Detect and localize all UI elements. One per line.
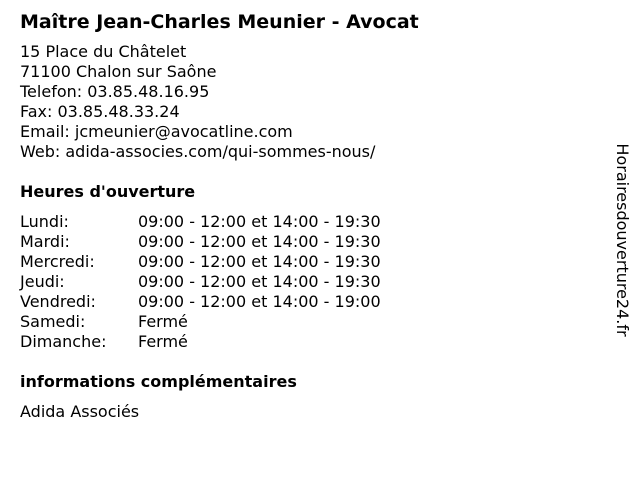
info-heading: informations complémentaires xyxy=(20,372,297,391)
day-label: Dimanche: xyxy=(20,332,107,351)
hours-table xyxy=(20,212,600,352)
day-label: Vendredi: xyxy=(20,292,96,311)
hours-row-thursday xyxy=(20,272,600,292)
email-line: Email: jcmeunier@avocatline.com xyxy=(20,122,293,141)
hours-row-friday xyxy=(20,292,600,312)
business-card xyxy=(20,10,600,422)
info-text: Adida Associés xyxy=(20,402,140,421)
time-range: 09:00 - 12:00 et 14:00 - 19:30 xyxy=(138,272,381,291)
web-line: Web: adida-associes.com/qui-sommes-nous/ xyxy=(20,142,376,161)
time-range: 09:00 - 12:00 et 14:00 - 19:30 xyxy=(138,252,381,271)
time-range: 09:00 - 12:00 et 14:00 - 19:30 xyxy=(138,232,381,251)
fax-line: Fax: 03.85.48.33.24 xyxy=(20,102,180,121)
day-label: Samedi: xyxy=(20,312,86,331)
day-label: Mardi: xyxy=(20,232,70,251)
hours-row-saturday xyxy=(20,312,600,332)
address-line-street: 15 Place du Châtelet xyxy=(20,42,187,61)
time-range: 09:00 - 12:00 et 14:00 - 19:30 xyxy=(138,212,381,231)
day-label: Mercredi: xyxy=(20,252,95,271)
hours-row-monday xyxy=(20,212,600,232)
hours-heading: Heures d'ouverture xyxy=(20,182,196,201)
brand-watermark: Horairesdouverture24.fr xyxy=(613,143,632,337)
day-label: Lundi: xyxy=(20,212,69,231)
address-line-city: 71100 Chalon sur Saône xyxy=(20,62,217,81)
phone-line: Telefon: 03.85.48.16.95 xyxy=(20,82,210,101)
time-range: 09:00 - 12:00 et 14:00 - 19:00 xyxy=(138,292,381,311)
hours-row-sunday xyxy=(20,332,600,352)
hours-row-tuesday xyxy=(20,232,600,252)
time-range: Fermé xyxy=(138,312,188,331)
day-label: Jeudi: xyxy=(20,272,65,291)
time-range: Fermé xyxy=(138,332,188,351)
business-title: Maître Jean-Charles Meunier - Avocat xyxy=(20,11,419,33)
hours-row-wednesday xyxy=(20,252,600,272)
